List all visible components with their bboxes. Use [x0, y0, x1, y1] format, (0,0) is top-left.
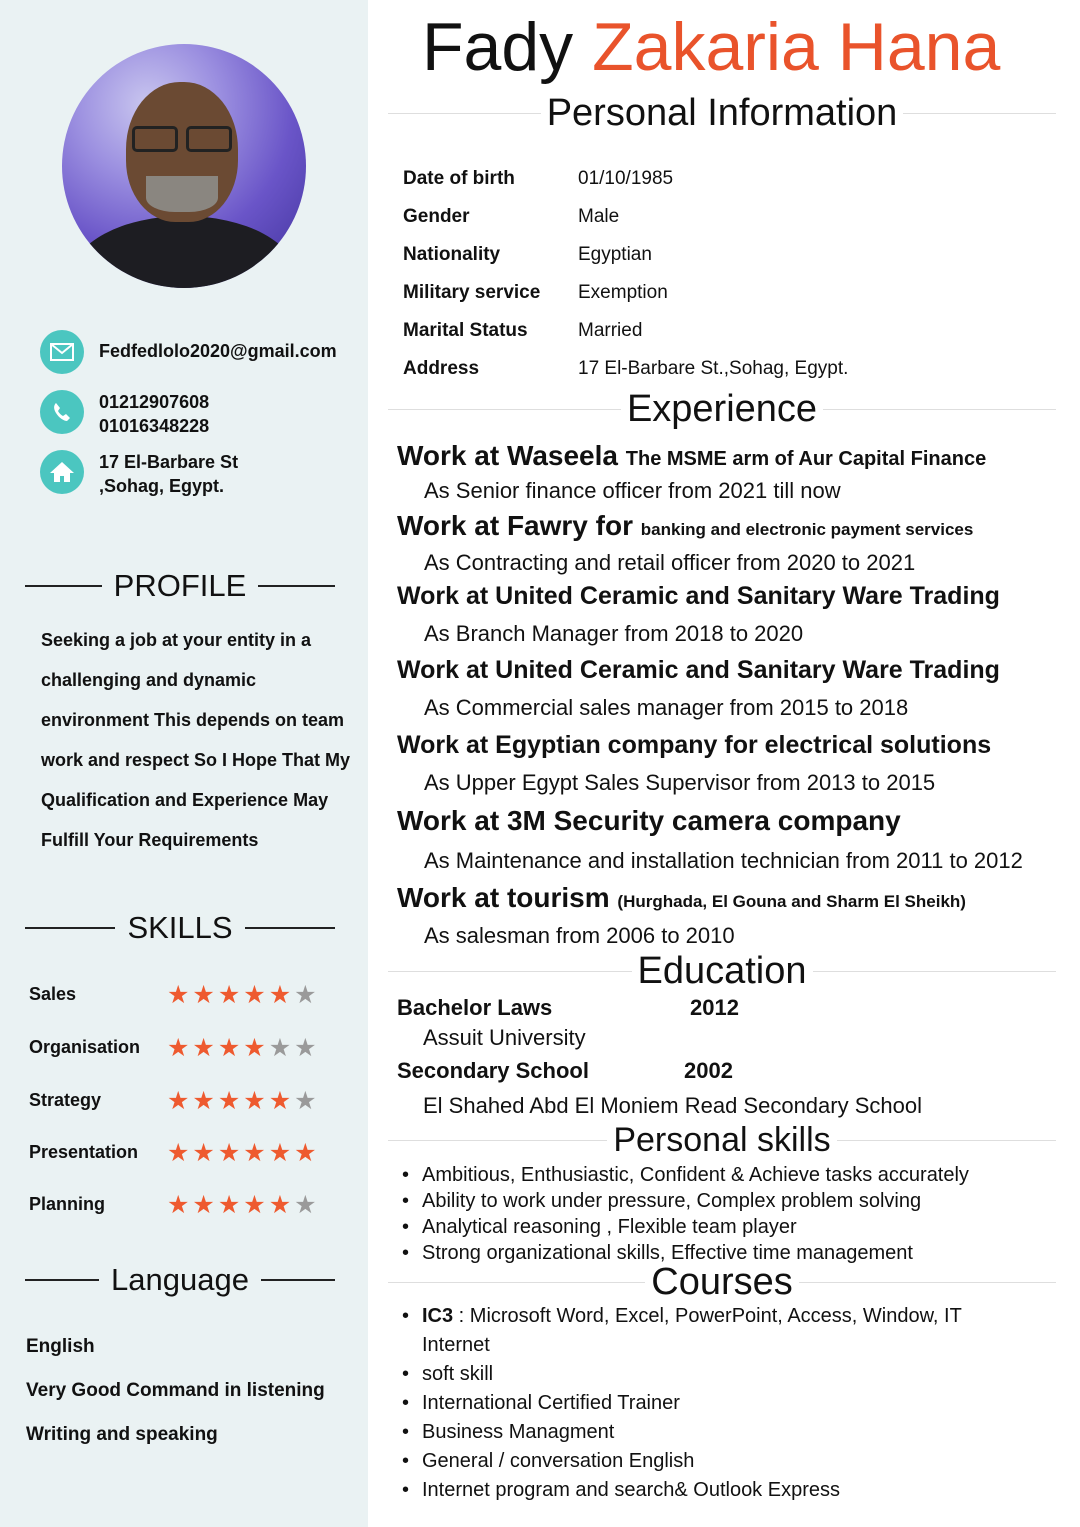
experience-title: Work at United Ceramic and Sanitary Ware Trading — [397, 656, 1000, 684]
star-icon: ★ — [268, 1191, 295, 1219]
star-rating — [167, 1138, 320, 1168]
language-line: Very Good Command in listening — [26, 1380, 325, 1401]
experience-title: Work at tourism (Hurghada, El Gouna and Sharm El Sheikh) — [397, 882, 966, 913]
phone-number-1: 01212907608 — [99, 392, 210, 412]
experience-title: Work at Waseela The MSME arm of Aur Capital Finance — [397, 440, 987, 471]
star-icon: ★ — [243, 1087, 269, 1115]
star-icon: ★ — [243, 1191, 269, 1219]
star-icon: ★ — [217, 1087, 244, 1115]
info-row: Military service Exemption — [403, 282, 668, 303]
info-row: Gender Male — [403, 206, 620, 227]
list-item: • Strong organizational skills, Effective time management — [402, 1240, 1062, 1266]
star-icon: ★ — [167, 1139, 193, 1167]
star-icon: ★ — [167, 1087, 193, 1115]
experience-title: Work at Fawry for banking and electronic payment services — [397, 510, 974, 541]
skills-heading: SKILLS — [25, 910, 335, 946]
star-icon: ★ — [268, 1139, 295, 1167]
education-school: Assuit University — [423, 1025, 586, 1050]
list-item: • International Certified Trainer — [402, 1389, 1062, 1418]
star-icon: ★ — [243, 981, 269, 1009]
experience-heading: Experience — [388, 388, 1056, 431]
star-rating — [167, 1190, 320, 1220]
phone-number-2: 01016348228 — [99, 416, 210, 436]
skill-name: Planning — [29, 1194, 105, 1214]
first-name: Fady — [422, 9, 574, 85]
profile-photo — [62, 44, 306, 288]
star-icon: ★ — [192, 1087, 218, 1115]
experience-role: As salesman from 2006 to 2010 — [424, 923, 735, 948]
star-rating — [167, 1086, 320, 1116]
skill-row — [29, 1086, 349, 1116]
skill-row — [29, 980, 349, 1010]
star-icon: ★ — [192, 1191, 218, 1219]
experience-title: Work at Egyptian company for electrical solutions — [397, 731, 992, 759]
experience-role: As Commercial sales manager from 2015 to 2018 — [424, 695, 909, 720]
list-item: • Analytical reasoning , Flexible team player — [402, 1214, 1062, 1240]
contact-phone — [40, 390, 209, 438]
courses-heading: Courses — [388, 1261, 1056, 1304]
info-row: Address 17 El-Barbare St.,Sohag, Egypt. — [403, 358, 849, 379]
courses-list — [402, 1302, 1062, 1505]
star-icon: ★ — [167, 1191, 193, 1219]
home-icon — [40, 450, 84, 494]
star-icon: ★ — [243, 1034, 269, 1062]
language-heading: Language — [25, 1262, 335, 1298]
star-icon: ★ — [294, 981, 320, 1009]
skill-name: Strategy — [29, 1090, 102, 1110]
skill-row — [29, 1190, 349, 1220]
experience-role: As Contracting and retail officer from 2020 to 2021 — [424, 550, 916, 575]
star-icon: ★ — [294, 1087, 320, 1115]
star-rating — [167, 980, 320, 1010]
full-name — [422, 8, 1000, 86]
email-text: Fedfedlolo2020@gmail.com — [99, 341, 337, 361]
personal-skills-heading: Personal skills — [388, 1121, 1056, 1160]
language-list — [26, 1325, 356, 1457]
star-icon: ★ — [268, 1087, 295, 1115]
skill-name: Organisation — [29, 1037, 141, 1057]
star-icon: ★ — [268, 1034, 295, 1062]
address-line-1: 17 El-Barbare St — [99, 452, 239, 472]
language-line: Writing and speaking — [26, 1424, 218, 1445]
last-name: Zakaria Hana — [592, 9, 1001, 85]
education-degree: Bachelor Laws — [397, 995, 553, 1020]
education-heading: Education — [388, 950, 1056, 993]
personal-info-table — [403, 160, 848, 388]
experience-role: As Senior finance officer from 2021 till now — [424, 478, 841, 503]
list-item: • IC3 : Microsoft Word, Excel, PowerPoint, Access, Window, IT Internet — [402, 1302, 1062, 1360]
profile-heading: PROFILE — [25, 568, 335, 604]
contact-address — [40, 450, 238, 498]
star-rating — [167, 1033, 320, 1063]
education-year: 2012 — [690, 995, 739, 1020]
phone-icon — [40, 390, 84, 434]
sidebar — [0, 0, 368, 1527]
list-item: • Business Managment — [402, 1418, 1062, 1447]
star-icon: ★ — [192, 1034, 218, 1062]
skill-name: Presentation — [29, 1142, 139, 1162]
personal-skills-list — [402, 1162, 1062, 1266]
education-degree: Secondary School — [397, 1058, 589, 1083]
star-icon: ★ — [192, 1139, 218, 1167]
language-line: English — [26, 1336, 95, 1357]
star-icon: ★ — [294, 1034, 320, 1062]
star-icon: ★ — [294, 1139, 320, 1167]
envelope-icon — [40, 330, 84, 374]
list-item: • Internet program and search& Outlook Express — [402, 1476, 1062, 1505]
address-line-2: ,Sohag, Egypt. — [99, 476, 225, 496]
list-item: • Ability to work under pressure, Complex problem solving — [402, 1188, 1062, 1214]
star-icon: ★ — [217, 981, 244, 1009]
info-row: Nationality Egyptian — [403, 244, 652, 265]
skill-row — [29, 1033, 349, 1063]
star-icon: ★ — [167, 1034, 193, 1062]
personal-info-heading: Personal Information — [388, 92, 1056, 135]
experience-title: Work at 3M Security camera company — [397, 805, 901, 836]
list-item: • General / conversation English — [402, 1447, 1062, 1476]
experience-title: Work at United Ceramic and Sanitary Ware Trading — [397, 582, 1000, 610]
skill-row — [29, 1138, 349, 1168]
skill-name: Sales — [29, 984, 77, 1004]
contact-email — [40, 330, 337, 374]
list-item: • Ambitious, Enthusiastic, Confident & Achieve tasks accurately — [402, 1162, 1062, 1188]
star-icon: ★ — [294, 1191, 320, 1219]
star-icon: ★ — [217, 1139, 244, 1167]
list-item: • soft skill — [402, 1360, 1062, 1389]
education-school: El Shahed Abd El Moniem Read Secondary School — [423, 1093, 922, 1118]
experience-role: As Maintenance and installation technician from 2011 to 2012 — [424, 848, 1023, 873]
profile-text: Seeking a job at your entity in a challenging and dynamic environment This depends on team work and respect So I Hope That My Qualification and Experience May Fulfill Your Requirements — [41, 630, 351, 850]
education-year: 2002 — [684, 1058, 733, 1083]
star-icon: ★ — [217, 1191, 244, 1219]
star-icon: ★ — [268, 981, 295, 1009]
info-row: Marital Status Married — [403, 320, 643, 341]
star-icon: ★ — [192, 981, 218, 1009]
experience-role: As Branch Manager from 2018 to 2020 — [424, 621, 804, 646]
star-icon: ★ — [243, 1139, 269, 1167]
experience-role: As Upper Egypt Sales Supervisor from 2013 to 2015 — [424, 770, 936, 795]
info-row: Date of birth 01/10/1985 — [403, 168, 674, 189]
star-icon: ★ — [217, 1034, 244, 1062]
star-icon: ★ — [167, 981, 193, 1009]
